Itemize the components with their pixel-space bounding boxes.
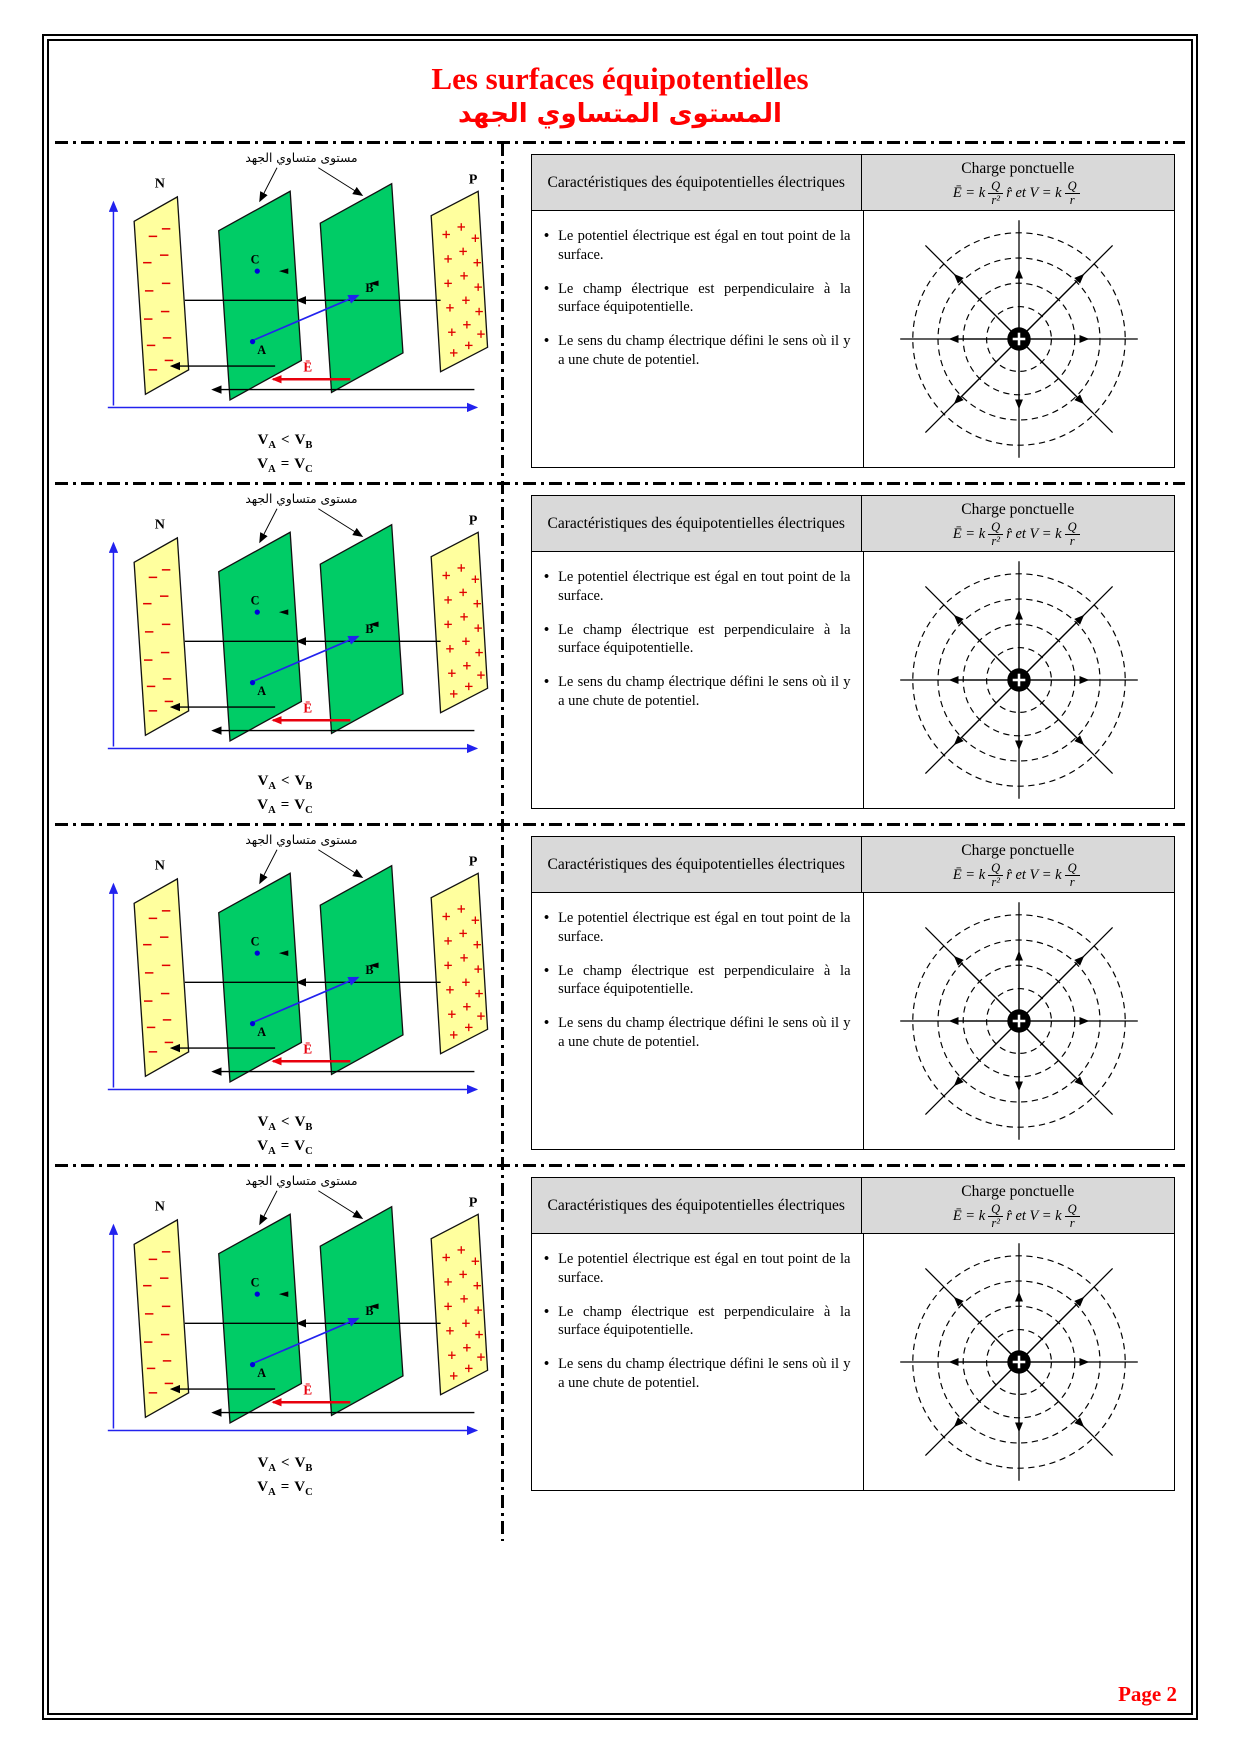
e-field-label: Ē — [303, 359, 313, 375]
field-lines — [172, 300, 475, 389]
relation-va-vb: $V_A < V_B$ — [257, 432, 313, 451]
point-a-label: A — [257, 342, 267, 357]
negative-plate-label: N — [154, 1198, 165, 1215]
point-charge-cell — [864, 893, 1175, 1149]
e-field-label: Ē — [303, 1382, 313, 1398]
annotation-pointer-arrows — [260, 168, 362, 201]
point-charge-cell — [864, 1234, 1175, 1490]
positive-plate — [431, 191, 487, 371]
characteristics-header: Caractéristiques des équipotentielles électriques — [532, 155, 862, 210]
positive-plate-label: P — [468, 1194, 478, 1211]
charge-header — [862, 837, 1175, 892]
annotation-pointer-arrows — [260, 1191, 362, 1224]
bullet-item: • Le champ électrique est perpendiculaire à la surface équipotentielle. — [544, 1303, 851, 1341]
point-charge-diagram-svg — [893, 895, 1145, 1147]
page-number: Page 2 — [1118, 1682, 1177, 1706]
panel-header — [532, 496, 1174, 552]
equipotential-plane-1 — [219, 191, 302, 400]
characteristics-header: Caractéristiques des équipotentielles électriques — [532, 496, 862, 551]
equipotential-plane-2 — [320, 184, 403, 393]
panel-body — [532, 1234, 1174, 1490]
equipotential-plane-2 — [320, 866, 403, 1075]
annotation-pointer-arrows — [260, 509, 362, 542]
panel-body — [532, 552, 1174, 808]
section-row — [53, 826, 1187, 1164]
negative-plate — [134, 1220, 189, 1417]
e-field-label: Ē — [303, 700, 313, 716]
bullet-list — [532, 893, 864, 1149]
equipotential-plane-annotation: مستوى متساوي الجهد — [245, 151, 358, 166]
positive-plate — [431, 532, 487, 712]
charge-formula: Ē = k $\frac{Q}{\text{r²}}$ r̂ et V = k $\frac{Q}{r}$ — [868, 521, 1169, 548]
panel-header — [532, 155, 1174, 211]
plates-diagram-svg — [67, 489, 503, 771]
panel-column — [511, 826, 1187, 1164]
point-charge-cell — [864, 552, 1175, 808]
section-row — [53, 485, 1187, 823]
section — [53, 823, 1187, 1164]
annotation-pointer-arrows — [260, 850, 362, 883]
relation-va-vb: $V_A < V_B$ — [257, 1114, 313, 1133]
point-b — [365, 622, 373, 636]
charge-header — [862, 1178, 1175, 1233]
panel-column — [511, 1167, 1187, 1505]
characteristics-panel — [531, 495, 1175, 809]
panel-header — [532, 837, 1174, 893]
bullet-list — [532, 1234, 864, 1490]
charge-formula: Ē = k $\frac{Q}{\text{r²}}$ r̂ et V = k $\frac{Q}{r}$ — [868, 1203, 1169, 1230]
page-title: Les surfaces équipotentielles — [431, 61, 809, 96]
bullet-item: • Le sens du champ électrique défini le sens où il y a une chute de potentiel. — [544, 673, 851, 711]
plates-diagram — [53, 144, 511, 482]
relation-va-vb: $V_A < V_B$ — [257, 1455, 313, 1474]
equipotential-plane-2 — [320, 1207, 403, 1416]
equipotential-plane-1 — [219, 1214, 302, 1423]
negative-plate-label: N — [154, 175, 165, 192]
point-b-label: B — [365, 1303, 374, 1318]
plates-diagram — [53, 485, 511, 823]
positive-plate-label: P — [468, 171, 478, 188]
page-frame — [42, 34, 1198, 1720]
equipotential-plane-1 — [219, 873, 302, 1082]
charge-formula: Ē = k $\frac{Q}{\text{r²}}$ r̂ et V = k $\frac{Q}{r}$ — [868, 180, 1169, 207]
point-b-label: B — [365, 280, 374, 295]
positive-plate-label: P — [468, 512, 478, 529]
charge-header — [862, 155, 1175, 210]
point-b — [365, 281, 373, 295]
point-a-label: A — [257, 1024, 267, 1039]
positive-plate-label: P — [468, 853, 478, 870]
bullet-item: • Le sens du champ électrique défini le sens où il y a une chute de potentiel. — [544, 1014, 851, 1052]
point-charge-diagram-svg — [893, 213, 1145, 465]
bullet-item: • Le champ électrique est perpendiculaire à la surface équipotentielle. — [544, 621, 851, 659]
panel-column — [511, 485, 1187, 823]
bullet-item: • Le potentiel électrique est égal en tout point de la surface. — [544, 568, 851, 606]
characteristics-panel — [531, 154, 1175, 468]
bullet-item: • Le potentiel électrique est égal en tout point de la surface. — [544, 227, 851, 265]
positive-plate — [431, 1214, 487, 1394]
bullet-list — [532, 552, 864, 808]
relation-va-vc: $V_A = V_C$ — [257, 455, 313, 475]
section — [53, 141, 1187, 482]
relation-va-vc: $V_A = V_C$ — [257, 1478, 313, 1498]
positive-plate — [431, 873, 487, 1053]
point-c-label: C — [250, 1275, 260, 1290]
charge-title: Charge ponctuelle — [961, 1183, 1075, 1200]
plates-diagram-svg — [67, 830, 503, 1112]
relation-va-vb: $V_A < V_B$ — [257, 773, 313, 792]
characteristics-header: Caractéristiques des équipotentielles électriques — [532, 1178, 862, 1233]
equipotential-plane-1 — [219, 532, 302, 741]
panel-header — [532, 1178, 1174, 1234]
point-c-label: C — [250, 252, 260, 267]
charge-title: Charge ponctuelle — [961, 160, 1075, 177]
potential-relations — [257, 1453, 312, 1500]
charge-header — [862, 496, 1175, 551]
charge-title: Charge ponctuelle — [961, 501, 1075, 518]
bullet-item: • Le champ électrique est perpendiculaire à la surface équipotentielle. — [544, 962, 851, 1000]
point-b — [365, 963, 373, 977]
equipotential-plane-annotation: مستوى متساوي الجهد — [245, 833, 358, 848]
point-a-label: A — [257, 683, 267, 698]
point-c-label: C — [250, 593, 260, 608]
point-b — [365, 1304, 373, 1318]
section-row — [53, 144, 1187, 482]
potential-relations — [257, 771, 312, 818]
potential-relations — [257, 1112, 312, 1159]
plates-diagram — [53, 1167, 511, 1505]
charge-formula: Ē = k $\frac{Q}{\text{r²}}$ r̂ et V = k $\frac{Q}{r}$ — [868, 862, 1169, 889]
point-charge-diagram-svg — [893, 1236, 1145, 1488]
equipotential-plane-2 — [320, 525, 403, 734]
panel-body — [532, 893, 1174, 1149]
e-field-label: Ē — [303, 1041, 313, 1057]
relation-va-vc: $V_A = V_C$ — [257, 796, 313, 816]
bullet-item: • Le potentiel électrique est égal en tout point de la surface. — [544, 909, 851, 947]
negative-plate — [134, 879, 189, 1076]
section-row — [53, 1167, 1187, 1505]
negative-plate — [134, 197, 189, 394]
negative-plate-label: N — [154, 516, 165, 533]
plates-diagram-svg — [67, 1171, 503, 1453]
section — [53, 1164, 1187, 1505]
characteristics-panel — [531, 836, 1175, 1150]
plates-diagram-svg — [67, 148, 503, 430]
point-b-label: B — [365, 962, 374, 977]
bullet-item: • Le champ électrique est perpendiculaire à la surface équipotentielle. — [544, 280, 851, 318]
point-charge-cell — [864, 211, 1175, 467]
page-header — [49, 61, 1191, 129]
bullet-item: • Le sens du champ électrique défini le sens où il y a une chute de potentiel. — [544, 1355, 851, 1393]
field-lines — [172, 982, 475, 1071]
field-lines — [172, 641, 475, 730]
point-b-label: B — [365, 621, 374, 636]
panel-body — [532, 211, 1174, 467]
relation-va-vc: $V_A = V_C$ — [257, 1137, 313, 1157]
bullet-item: • Le potentiel électrique est égal en tout point de la surface. — [544, 1250, 851, 1288]
section — [53, 482, 1187, 823]
field-lines — [172, 1323, 475, 1412]
potential-relations — [257, 430, 312, 477]
negative-plate-label: N — [154, 857, 165, 874]
point-charge-diagram-svg — [893, 554, 1145, 806]
negative-plate — [134, 538, 189, 735]
vertical-dashdot-divider — [501, 143, 504, 1541]
point-a-label: A — [257, 1365, 267, 1380]
plates-diagram — [53, 826, 511, 1164]
point-c-label: C — [250, 934, 260, 949]
bullet-list — [532, 211, 864, 467]
sections-container — [49, 141, 1191, 1505]
charge-title: Charge ponctuelle — [961, 842, 1075, 859]
characteristics-panel — [531, 1177, 1175, 1491]
page-subtitle-arabic: المستوى المتساوي الجهد — [458, 99, 782, 129]
equipotential-plane-annotation: مستوى متساوي الجهد — [245, 1174, 358, 1189]
equipotential-plane-annotation: مستوى متساوي الجهد — [245, 492, 358, 507]
panel-column — [511, 144, 1187, 482]
characteristics-header: Caractéristiques des équipotentielles électriques — [532, 837, 862, 892]
bullet-item: • Le sens du champ électrique défini le sens où il y a une chute de potentiel. — [544, 332, 851, 370]
